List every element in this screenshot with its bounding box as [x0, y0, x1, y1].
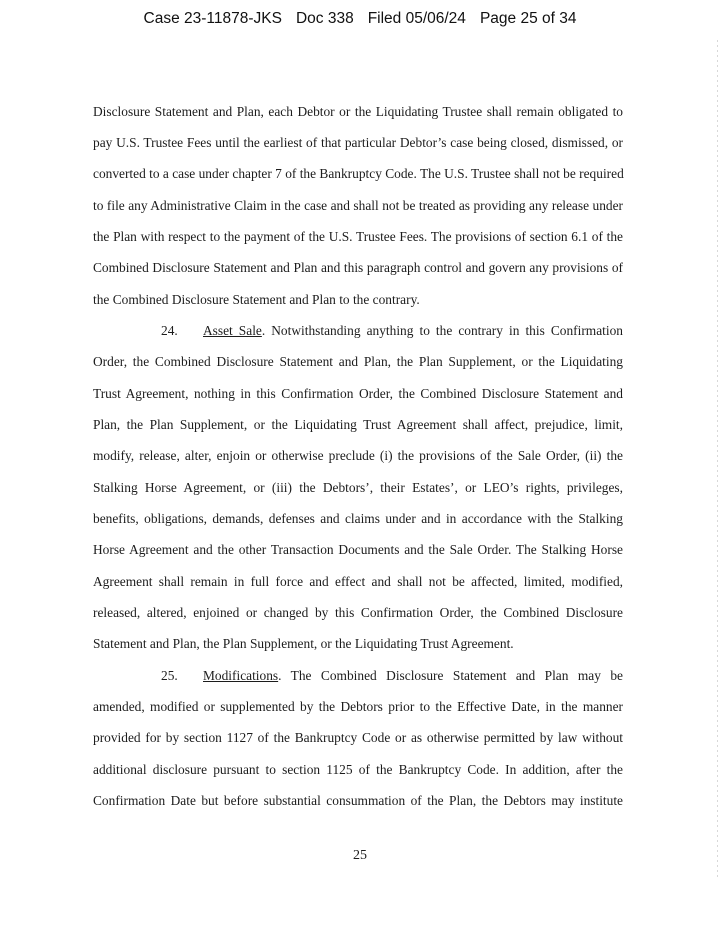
continuation-line: Disclosure Statement and Plan, each Debtor or the Liquidating Trustee shall remain obligated to: [93, 104, 623, 119]
scan-edge-divider: [717, 40, 718, 880]
docket-number: Doc 338: [295, 10, 354, 27]
para25-first-line-text: . The Combined Disclosure Statement and Plan may be: [278, 668, 623, 683]
continuation-line: pay U.S. Trustee Fees until the earliest of that particular Debtor’s case being closed, dismissed, or: [93, 135, 623, 150]
para24-line: Stalking Horse Agreement, or (iii) the Debtors’, their Estates’, or LEO’s rights, privileges,: [93, 480, 623, 495]
para24-first-line: [93, 323, 623, 339]
page-number: 25: [353, 848, 367, 863]
para25-line: additional disclosure pursuant to section 1125 of the Bankruptcy Code. In addition, after the: [93, 762, 623, 777]
continuation-line: the Combined Disclosure Statement and Plan to the contrary.: [93, 292, 420, 307]
para25-number: 25.: [161, 668, 178, 683]
para24-line: Statement and Plan, the Plan Supplement, or the Liquidating Trust Agreement.: [93, 636, 514, 651]
para24-heading: Asset Sale: [203, 323, 262, 338]
para25-heading: Modifications: [203, 668, 279, 683]
case-header: [0, 10, 720, 28]
page-indicator: Page 25 of 34: [479, 10, 577, 27]
para24-line: Trust Agreement, nothing in this Confirmation Order, the Combined Disclosure Statement and: [93, 386, 623, 401]
continuation-line: Combined Disclosure Statement and Plan and this paragraph control and govern any provisions of: [93, 260, 623, 275]
para25-line: Confirmation Date but before substantial consummation of the Plan, the Debtors may institute: [93, 793, 623, 808]
para24-line: benefits, obligations, demands, defenses and claims under and in accordance with the Stalking: [93, 511, 623, 526]
para24-line: modify, release, alter, enjoin or otherwise preclude (i) the provisions of the Sale Order, (ii) the: [93, 448, 623, 463]
para24-line: released, altered, enjoined or changed by this Confirmation Order, the Combined Disclosure: [93, 605, 623, 620]
para25-line: provided for by section 1127 of the Bankruptcy Code or as otherwise permitted by law without: [93, 730, 623, 745]
continuation-line: to file any Administrative Claim in the case and shall not be treated as providing any release under: [93, 198, 623, 213]
para24-number: 24.: [161, 323, 178, 338]
continuation-line: the Plan with respect to the payment of the U.S. Trustee Fees. The provisions of section 6.1 of the: [93, 229, 623, 244]
para24-line: Agreement shall remain in full force and effect and shall not be affected, limited, modified,: [93, 574, 623, 589]
para24-first-line-text: . Notwithstanding anything to the contrary in this Confirmation: [261, 323, 623, 338]
para25-line: amended, modified or supplemented by the Debtors prior to the Effective Date, in the manner: [93, 699, 623, 714]
continuation-line: converted to a case under chapter 7 of the Bankruptcy Code. The U.S. Trustee shall not be required: [93, 166, 624, 181]
para24-line: Plan, the Plan Supplement, or the Liquidating Trust Agreement shall affect, prejudice, limit,: [93, 417, 623, 432]
para24-line: Order, the Combined Disclosure Statement and Plan, the Plan Supplement, or the Liquidating: [93, 354, 623, 369]
para24-line: Horse Agreement and the other Transaction Documents and the Sale Order. The Stalking Horse: [93, 542, 623, 557]
filed-date: Filed 05/06/24: [367, 10, 466, 27]
case-number: Case 23-11878-JKS: [143, 10, 282, 27]
para25-first-line: [93, 668, 623, 684]
